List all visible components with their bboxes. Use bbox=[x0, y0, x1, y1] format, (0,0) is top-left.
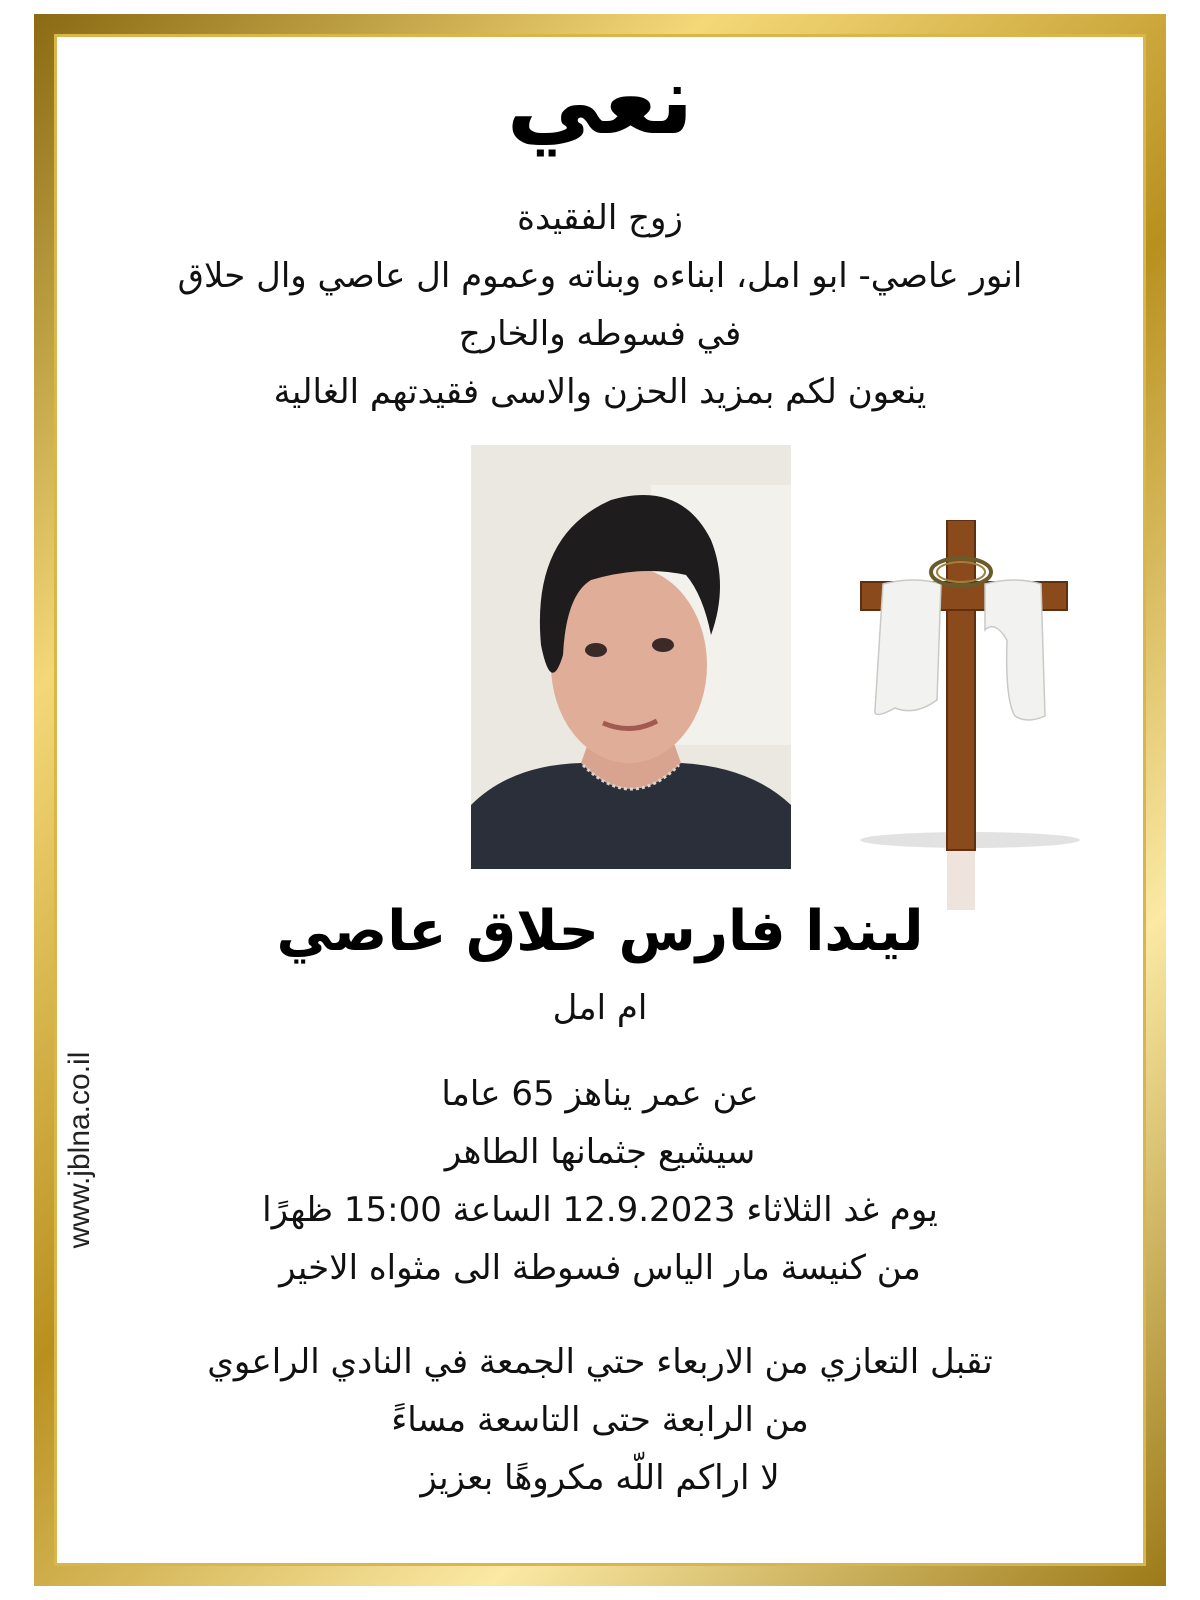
intro-line-1: زوج الفقيدة bbox=[517, 198, 683, 238]
condolences-line-2: من الرابعة حتى التاسعة مساءً bbox=[391, 1400, 809, 1440]
watermark-text: www.jblna.co.il bbox=[63, 1051, 96, 1249]
funeral-line: سيشيع جثمانها الطاهر bbox=[444, 1132, 756, 1172]
portrait-icon bbox=[471, 445, 791, 869]
date-line: يوم غد الثلاثاء 12.9.2023 الساعة 15:00 ظهرًا bbox=[262, 1190, 938, 1230]
cross-image bbox=[855, 520, 1085, 950]
deceased-nickname: ام امل bbox=[552, 988, 648, 1028]
intro-line-4: ينعون لكم بمزيد الحزن والاسى فقيدتهم الغالية bbox=[273, 372, 927, 412]
deceased-photo bbox=[471, 445, 791, 869]
age-line: عن عمر يناهز 65 عاما bbox=[441, 1074, 759, 1114]
intro-line-3: في فسوطه والخارج bbox=[458, 314, 742, 354]
cross-icon bbox=[855, 520, 1085, 950]
condolences-line-3: لا اراكم اللّه مكروهًا بعزيز bbox=[420, 1458, 780, 1498]
place-line: من كنيسة مار الياس فسوطة الى مثواه الاخير bbox=[279, 1248, 921, 1288]
condolences-line-1: تقبل التعازي من الاربعاء حتي الجمعة في النادي الراعوي bbox=[207, 1342, 993, 1382]
intro-line-2: انور عاصي- ابو امل، ابناءه وبناته وعموم ال عاصي وال حلاق bbox=[177, 256, 1023, 296]
deceased-name: ليندا فارس حلاق عاصي bbox=[276, 899, 924, 964]
announcement-title: نعي bbox=[506, 44, 694, 156]
